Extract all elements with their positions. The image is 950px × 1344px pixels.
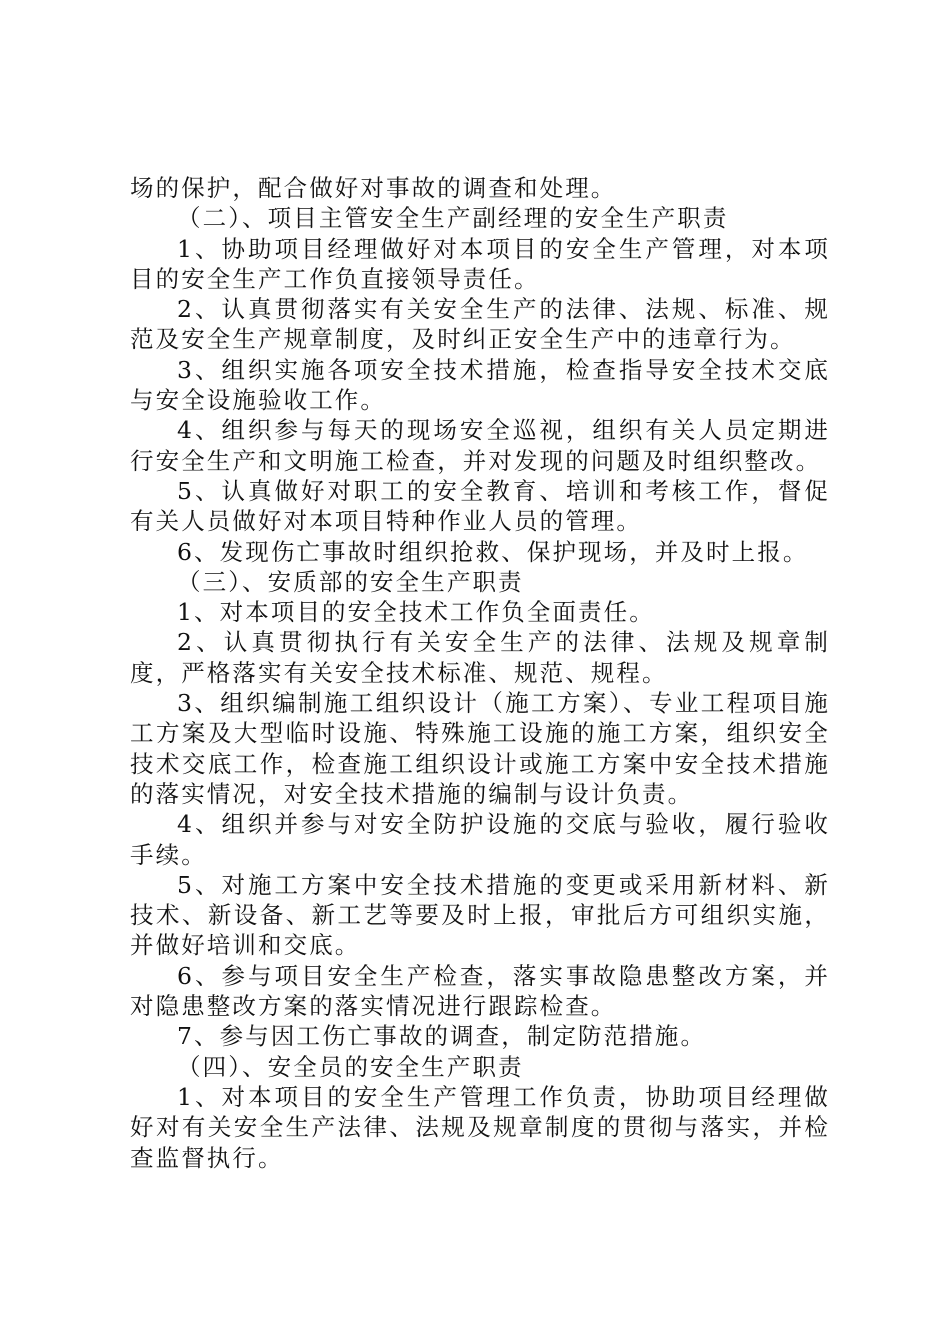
list-item: 2、认真贯彻执行有关安全生产的法律、法规及规章制度，严格落实有关安全技术标准、规范、规程。 — [130, 628, 830, 687]
section-heading-3: （三）、安质部的安全生产职责 — [177, 567, 524, 596]
list-item: 6、参与项目安全生产检查，落实事故隐患整改方案，并对隐患整改方案的落实情况进行跟踪检查。 — [130, 961, 830, 1021]
list-item: 4、组织并参与对安全防护设施的交底与验收，履行验收手续。 — [130, 810, 830, 869]
list-item: 5、对施工方案中安全技术措施的变更或采用新材料、新技术、新设备、新工艺等要及时上报，审批后方可组织实施，并做好培训和交底。 — [130, 870, 830, 960]
list-item: 5、认真做好对职工的安全教育、培训和考核工作，督促有关人员做好对本项目特种作业人员的管理。 — [130, 476, 830, 536]
document-body — [130, 173, 830, 1173]
list-item: 3、组织实施各项安全技术措施，检查指导安全技术交底与安全设施验收工作。 — [130, 355, 830, 415]
list-item: 2、认真贯彻落实有关安全生产的法律、法规、标准、规范及安全生产规章制度，及时纠正安全生产中的违章行为。 — [130, 295, 830, 354]
list-item: 7、参与因工伤亡事故的调查，制定防范措施。 — [177, 1022, 707, 1051]
list-item: 1、对本项目的安全技术工作负全面责任。 — [177, 598, 655, 627]
list-item: 1、协助项目经理做好对本项目的安全生产管理，对本项目的安全生产工作负直接领导责任。 — [130, 234, 830, 293]
section-heading-2: （二）、项目主管安全生产副经理的安全生产职责 — [177, 204, 729, 233]
section-heading-4: （四）、安全员的安全生产职责 — [177, 1052, 524, 1081]
list-item: 1、对本项目的安全生产管理工作负责，协助项目经理做好对有关安全生产法律、法规及规章制度的贯彻与落实，并检查监督执行。 — [130, 1082, 830, 1172]
paragraph-continuation: 场的保护，配合做好对事故的调查和处理。 — [130, 174, 617, 202]
list-item: 6、发现伤亡事故时组织抢救、保护现场，并及时上报。 — [177, 537, 809, 566]
list-item: 3、组织编制施工组织设计（施工方案）、专业工程项目施工方案及大型临时设施、特殊施工设施的施工方案，组织安全技术交底工作，检查施工组织设计或施工方案中安全技术措施的落实情况，对安全技术措施的编制与设计负责。 — [130, 689, 830, 808]
list-item: 4、组织参与每天的现场安全巡视，组织有关人员定期进行安全生产和文明施工检查，并对发现的问题及时组织整改。 — [130, 416, 830, 475]
